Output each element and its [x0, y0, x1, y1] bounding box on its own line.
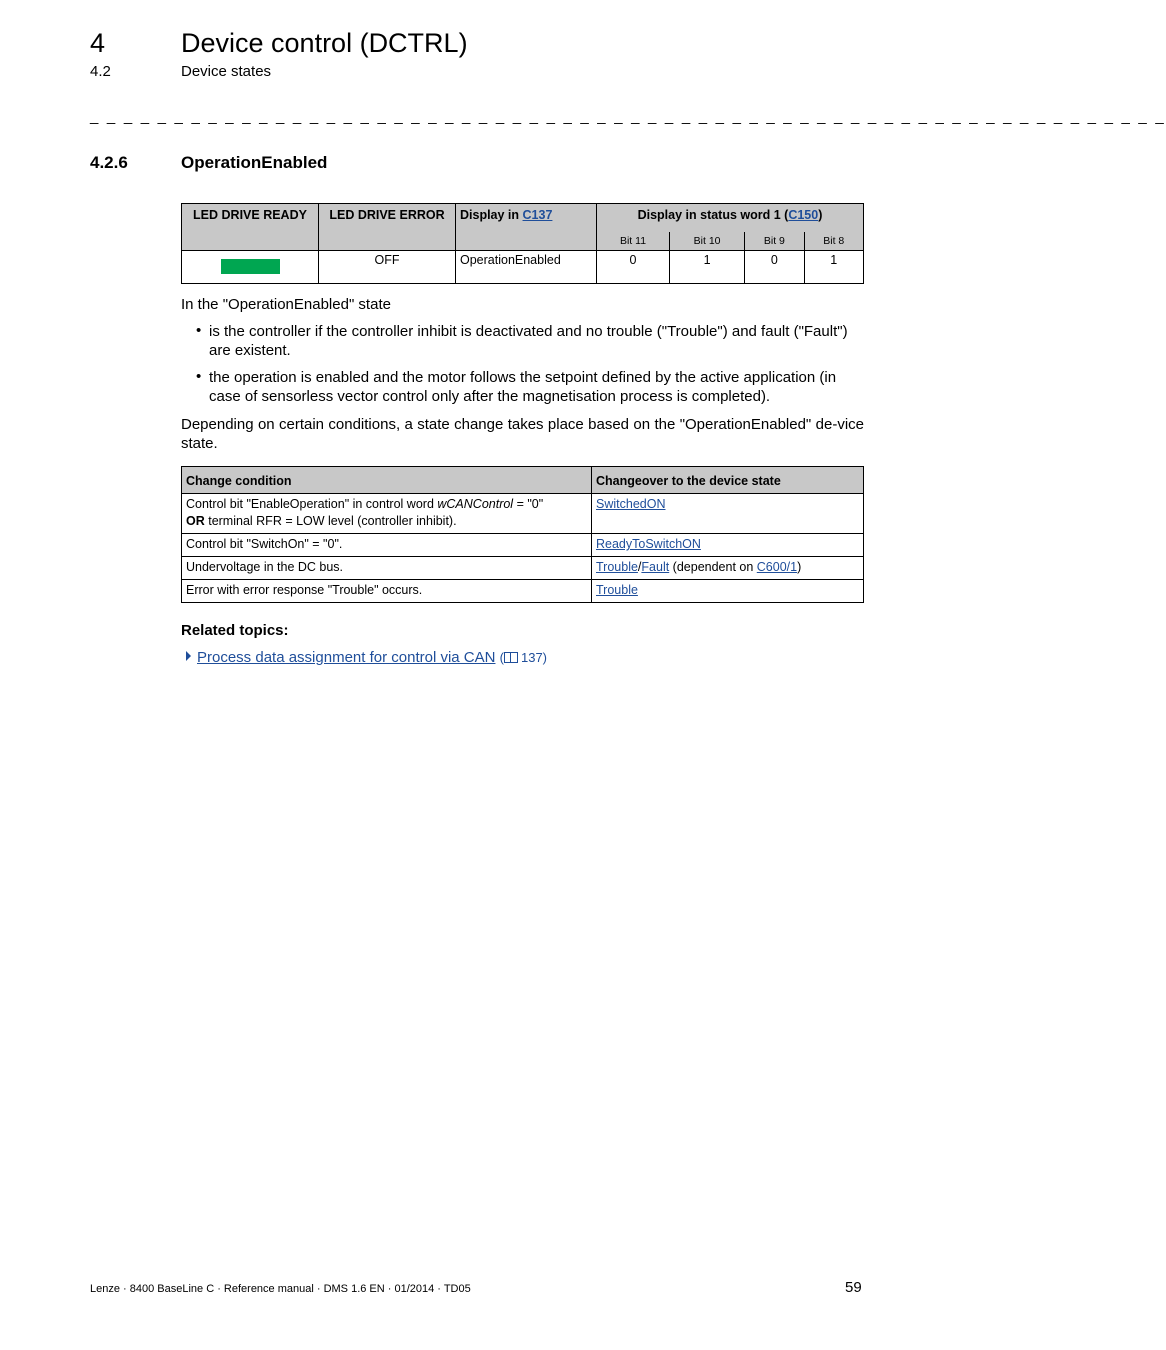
subsection-title: OperationEnabled [181, 153, 328, 172]
col-status-close: ) [818, 208, 823, 222]
table-row [182, 534, 864, 557]
link-trouble[interactable]: Trouble [596, 560, 638, 574]
target-separator: / [637, 560, 642, 574]
link-fault[interactable]: Fault [641, 560, 670, 574]
condition-text: = "0" [513, 497, 544, 511]
led-ready-indicator [221, 259, 280, 274]
condition-text: terminal RFR = LOW level (controller inhibit). [204, 514, 457, 528]
book-icon [504, 652, 518, 663]
status-table [181, 203, 864, 284]
bullet-item: is the controller if the controller inhibit is deactivated and no trouble ("Trouble") and fault ("Fault") are existent. [209, 323, 848, 359]
condition-cell: Error with error response "Trouble" occurs. [182, 580, 592, 603]
col-led-error: LED DRIVE ERROR [319, 204, 456, 251]
bit-9-header: Bit 9 [745, 232, 804, 251]
page-ref-number: 137) [520, 650, 548, 665]
link-switchedon[interactable]: SwitchedON [596, 497, 666, 511]
link-c137[interactable]: C137 [522, 208, 553, 222]
display-cell: OperationEnabled [456, 251, 597, 284]
section-title: Device states [181, 63, 272, 80]
target-cell [592, 494, 864, 534]
intro-text: In the "OperationEnabled" state [181, 296, 391, 313]
condition-cell: Control bit "SwitchOn" = "0". [182, 534, 592, 557]
bit-8-header: Bit 8 [804, 232, 863, 251]
chapter-title: Device control (DCTRL) [181, 28, 468, 58]
bit-11-header: Bit 11 [597, 232, 670, 251]
led-ready-cell [182, 251, 319, 284]
related-topics-heading: Related topics: [181, 622, 289, 639]
led-error-cell: OFF [319, 251, 456, 284]
col-display [456, 204, 597, 251]
condition-or: OR [186, 514, 205, 528]
bit-8-value: 1 [804, 251, 863, 284]
table-row [182, 494, 864, 534]
chapter-number: 4 [90, 28, 106, 58]
bullet-marker: • [196, 368, 202, 385]
table-row [182, 557, 864, 580]
condition-cell [182, 494, 592, 534]
related-topic-link[interactable]: Process data assignment for control via CAN [197, 649, 496, 666]
header-separator: _ _ _ _ _ _ _ _ _ _ _ _ _ _ _ _ _ _ _ _ _ _ _ _ _ _ _ _ _ _ _ _ _ _ _ _ _ _ _ _ _ _ _ _ _ _ _ _ _ _ _ _ _ _ _ _ _ _ _ _ _ _ _ _ [90, 108, 1166, 125]
col-led-ready: LED DRIVE READY [182, 204, 319, 251]
bit-10-header: Bit 10 [670, 232, 745, 251]
bullet-item: the operation is enabled and the motor follows the setpoint defined by the active application (in case of sensorless vector control only after the magnetisation process is completed). [209, 369, 837, 405]
change-intro-text: Depending on certain conditions, a state change takes place based on the "OperationEnabled" de-vice state. [181, 416, 864, 452]
page-reference[interactable] [500, 650, 547, 665]
target-cell [592, 534, 864, 557]
condition-text: Control bit "EnableOperation" in control word [186, 497, 438, 511]
target-cell [592, 580, 864, 603]
footer-text: Lenze · 8400 BaseLine C · Reference manual · DMS 1.6 EN · 01/2014 · TD05 [90, 1283, 471, 1295]
col-display-label: Display in [460, 208, 523, 222]
table-row [182, 580, 864, 603]
link-trouble[interactable]: Trouble [596, 583, 638, 597]
bit-11-value: 0 [597, 251, 670, 284]
related-topic-item [186, 649, 547, 666]
section-number: 4.2 [90, 63, 111, 80]
link-readytoswitchon[interactable]: ReadyToSwitchON [596, 537, 701, 551]
arrow-right-icon [186, 651, 191, 661]
bullet-marker: • [196, 322, 202, 339]
link-c150[interactable]: C150 [788, 208, 819, 222]
target-note-end: ) [797, 560, 802, 574]
table-row [182, 251, 864, 284]
bit-9-value: 0 [745, 251, 804, 284]
condition-cell: Undervoltage in the DC bus. [182, 557, 592, 580]
page-ref-open: ( [499, 650, 504, 665]
change-table [181, 466, 864, 603]
bit-10-value: 1 [670, 251, 745, 284]
condition-variable: wCANControl [437, 497, 514, 511]
link-c600[interactable]: C600/1 [756, 560, 798, 574]
target-cell [592, 557, 864, 580]
col-changeover: Changeover to the device state [592, 467, 864, 494]
subsection-number: 4.2.6 [90, 153, 128, 172]
target-note: (dependent on [669, 560, 757, 574]
col-change-condition: Change condition [182, 467, 592, 494]
col-status-label: Display in status word 1 ( [637, 208, 789, 222]
page-number: 59 [845, 1279, 862, 1296]
col-status-word [597, 204, 864, 233]
